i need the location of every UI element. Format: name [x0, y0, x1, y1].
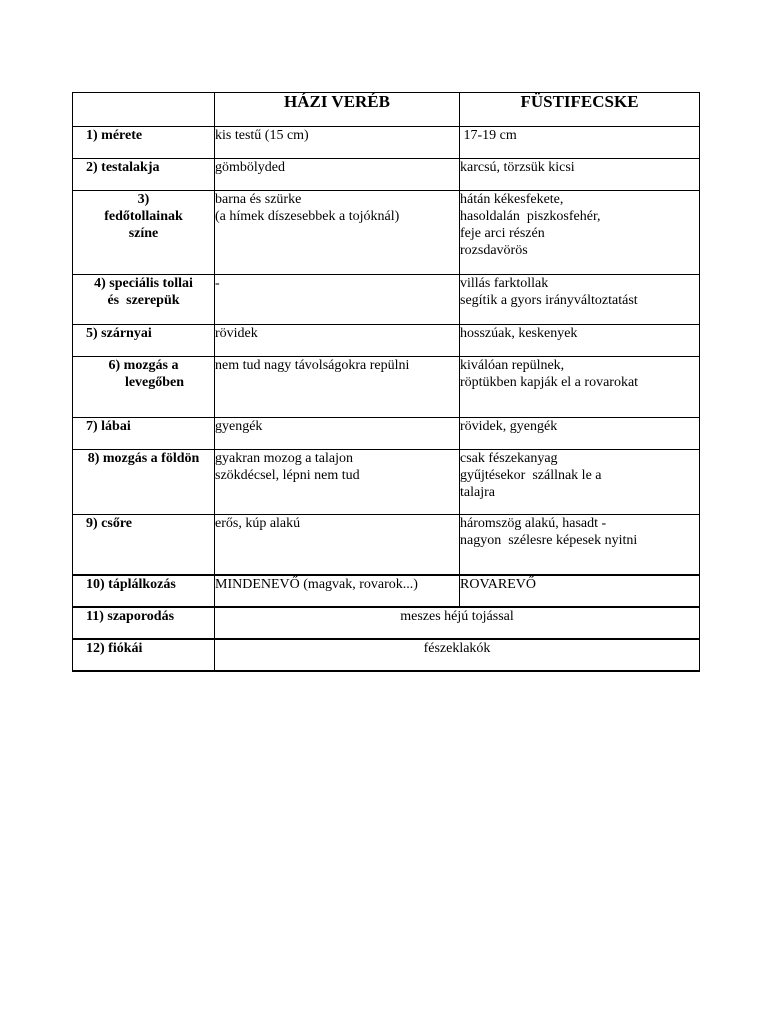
table-row: [73, 450, 700, 515]
table-row: [73, 515, 700, 575]
vereb-cell: [215, 575, 460, 607]
value-line: segítik a gyors irányváltoztatást: [460, 293, 638, 308]
value-line: (a hímek díszesebbek a tojóknál): [215, 209, 400, 224]
value-line: kis testű (15 cm): [215, 128, 309, 143]
table-row: [73, 325, 700, 357]
row-label: [73, 325, 215, 357]
shared-cell: fészeklakók: [215, 639, 700, 671]
value-line: rövidek, gyengék: [460, 419, 558, 434]
value-line: röptükben kapják el a rovarokat: [460, 375, 639, 390]
table-row: [73, 418, 700, 450]
vereb-cell: [215, 357, 460, 418]
fecske-cell: [460, 575, 700, 607]
value-line: karcsú, törzsük kicsi: [460, 160, 575, 175]
label-line: 11) szaporodás: [86, 608, 175, 624]
value-line: háromszög alakú, hasadt -: [460, 516, 607, 531]
value-line: MINDENEVŐ (magvak, rovarok...): [215, 576, 418, 592]
label-line: színe: [128, 226, 159, 241]
value-line: 17-19 cm: [460, 128, 517, 143]
vereb-cell: [215, 325, 460, 357]
value-line: barna és szürke: [215, 192, 302, 207]
vereb-cell: [215, 418, 460, 450]
fecske-cell: [460, 450, 700, 515]
header-fustifecske: FÜSTIFECSKE: [460, 93, 700, 127]
header-row: [73, 93, 700, 127]
label-line: 5) szárnyai: [86, 326, 152, 341]
shared-cell: meszes héjú tojással: [215, 607, 700, 639]
comparison-table: [72, 92, 700, 672]
row-label: [73, 127, 215, 159]
vereb-cell: [215, 159, 460, 191]
header-hazi-vereb: HÁZI VERÉB: [215, 93, 460, 127]
value-line: erős, kúp alakú: [215, 516, 301, 531]
fecske-cell: [460, 357, 700, 418]
vereb-cell: [215, 450, 460, 515]
header-empty-cell: [73, 93, 215, 127]
label-line: levegőben: [124, 375, 185, 390]
fecske-cell: [460, 127, 700, 159]
label-line: 3): [137, 192, 150, 207]
label-line: 6) mozgás a: [108, 358, 179, 373]
table-row: [73, 639, 700, 671]
vereb-cell: [215, 127, 460, 159]
fecske-cell: [460, 325, 700, 357]
label-line: 7) lábai: [86, 419, 131, 434]
value-line: talajra: [460, 485, 495, 500]
row-label: [73, 515, 215, 575]
row-label: [73, 639, 215, 671]
value-line: hosszúak, keskenyek: [460, 326, 578, 341]
table-row: [73, 607, 700, 639]
value-line: rövidek: [215, 326, 258, 341]
vereb-cell: [215, 515, 460, 575]
row-label: [73, 275, 215, 325]
value-line: gyengék: [215, 419, 263, 434]
fecske-cell: [460, 515, 700, 575]
table-row: [73, 357, 700, 418]
label-line: 4) speciális tollai: [94, 276, 193, 291]
vereb-cell: [215, 191, 460, 275]
fecske-cell: [460, 191, 700, 275]
table-row: [73, 275, 700, 325]
label-line: 9) csőre: [86, 516, 132, 531]
table-row: [73, 575, 700, 607]
table-row: [73, 191, 700, 275]
table-row: [73, 127, 700, 159]
value-line: hátán kékesfekete,: [460, 192, 564, 207]
value-line: kiválóan repülnek,: [460, 358, 565, 373]
fecske-cell: [460, 159, 700, 191]
label-line: fedőtollainak: [104, 209, 183, 224]
row-label: [73, 191, 215, 275]
value-line: feje arci részén: [460, 226, 545, 241]
row-label: [73, 607, 215, 639]
value-line: gyakran mozog a talajon: [215, 451, 354, 466]
row-label: [73, 159, 215, 191]
label-line: 2) testalakja: [86, 160, 160, 175]
value-line: csak fészekanyag: [460, 451, 558, 466]
value-line: nem tud nagy távolságokra repülni: [215, 358, 410, 373]
value-line: rozsdavörös: [460, 243, 528, 258]
value-line: ROVAREVŐ: [460, 576, 536, 592]
value-line: -: [215, 276, 220, 291]
value-line: gömbölyded: [215, 160, 285, 175]
value-line: szökdécsel, lépni nem tud: [215, 468, 360, 483]
label-line: 8) mozgás a földön: [87, 451, 200, 466]
table-row: [73, 159, 700, 191]
fecske-cell: [460, 418, 700, 450]
value-line: villás farktollak: [460, 276, 549, 291]
row-label: [73, 357, 215, 418]
value-line: gyűjtésekor szállnak le a: [460, 468, 602, 483]
value-line: hasoldalán piszkosfehér,: [460, 209, 601, 224]
row-label: [73, 418, 215, 450]
label-line: 10) táplálkozás: [86, 576, 176, 592]
row-label: [73, 575, 215, 607]
value-line: nagyon szélesre képesek nyitni: [460, 533, 638, 548]
fecske-cell: [460, 275, 700, 325]
label-line: 1) mérete: [86, 128, 143, 143]
label-line: és szerepük: [107, 293, 180, 308]
label-line: 12) fiókái: [86, 640, 143, 656]
vereb-cell: [215, 275, 460, 325]
row-label: [73, 450, 215, 515]
